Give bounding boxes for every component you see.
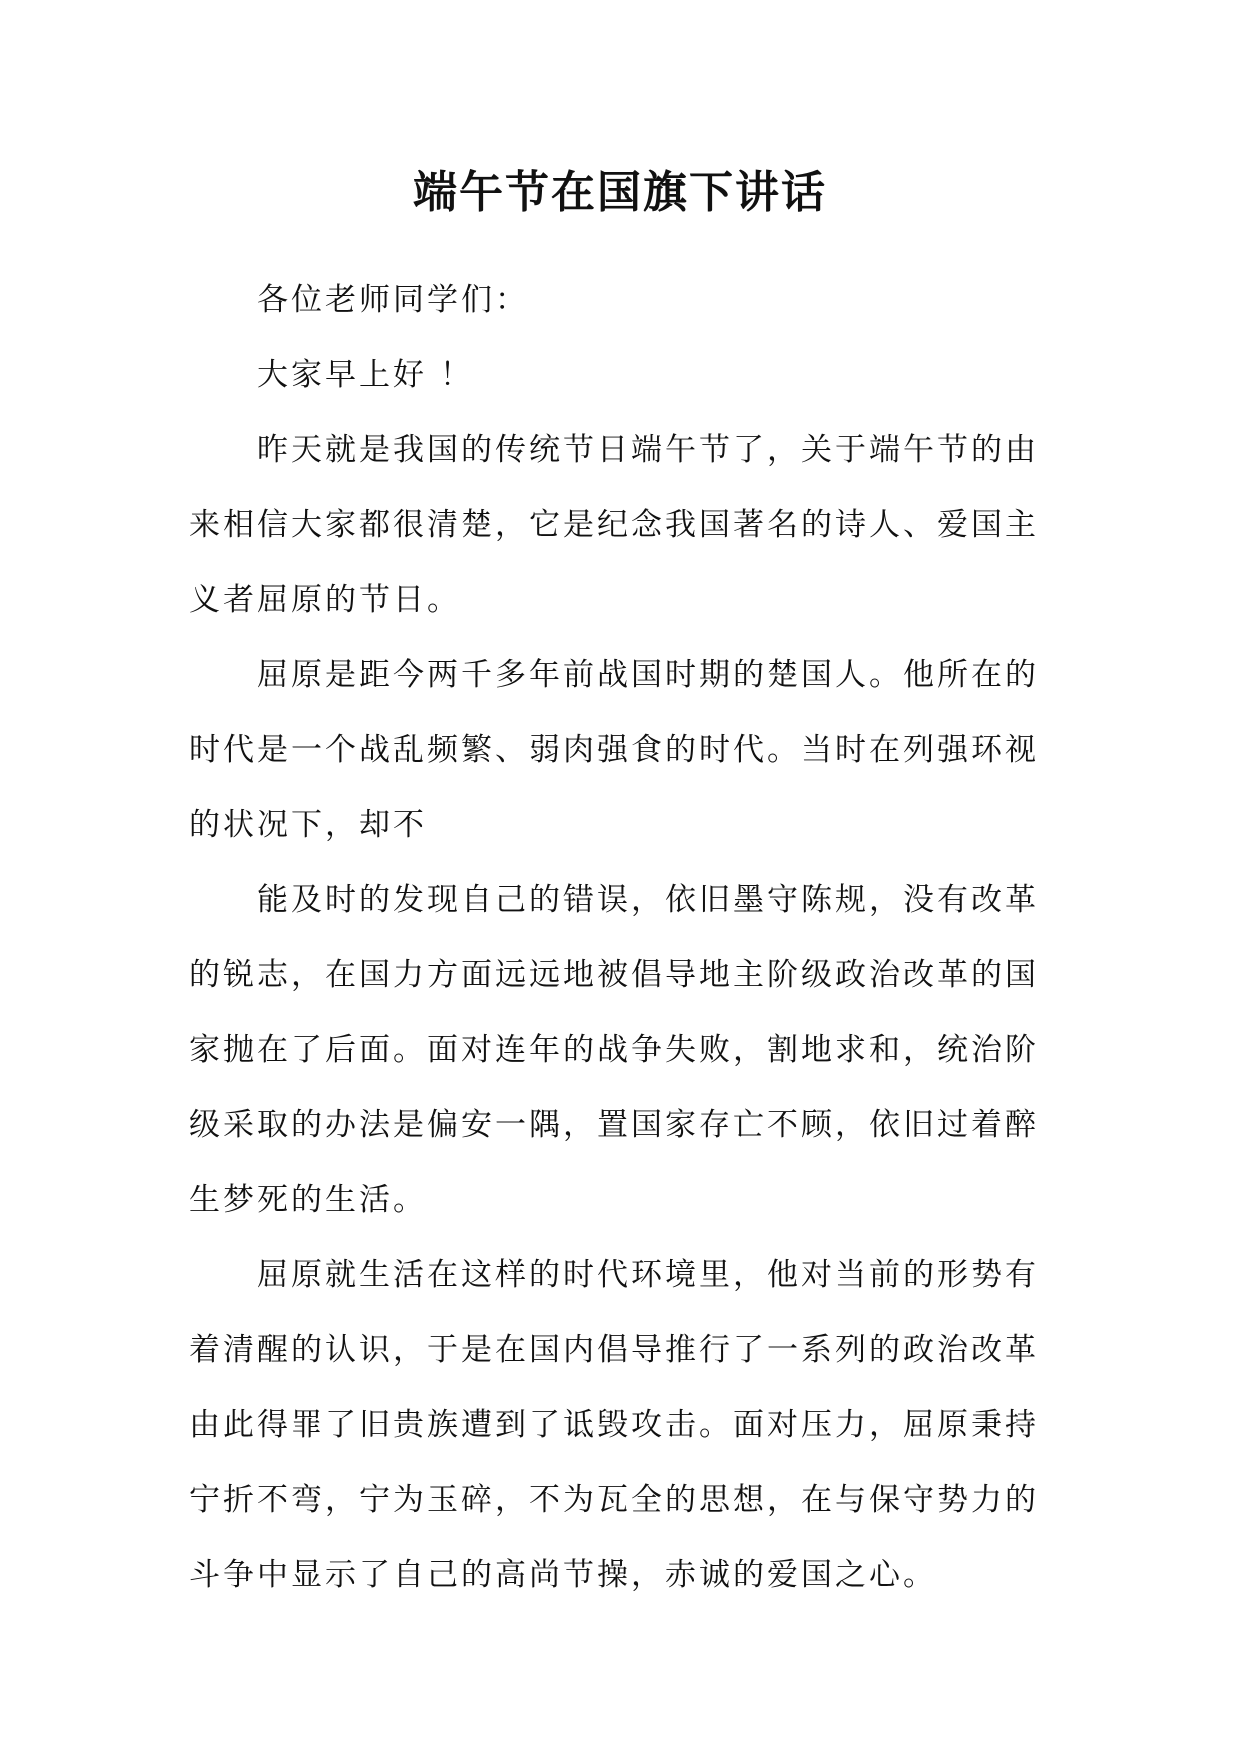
paragraph-line: 生梦死的生活。 (189, 1182, 427, 1218)
paragraph-greeting (189, 263, 1059, 338)
paragraph-line: 的锐志，在国力方面远远地被倡导地主阶级政治改革的国 (189, 957, 1039, 993)
paragraph-line: 屈原就生活在这样的时代环境里，他对当前的形势有 (257, 1257, 1039, 1293)
paragraph-line: 屈原是距今两千多年前战国时期的楚国人。他所在的 (257, 657, 1039, 693)
paragraph-line: 宁折不弯，宁为玉碎，不为瓦全的思想，在与保守势力的 (189, 1482, 1039, 1518)
paragraph-line: 时代是一个战乱频繁、弱肉强食的时代。当时在列强环视 (189, 732, 1039, 768)
paragraph-line: 斗争中显示了自己的高尚节操，赤诚的爱国之心。 (189, 1557, 937, 1593)
paragraph-line: 来相信大家都很清楚，它是纪念我国著名的诗人、爱国主 (189, 507, 1039, 543)
paragraph-good-morning (189, 338, 1059, 413)
paragraph-line: 各位老师同学们： (257, 282, 529, 318)
paragraph-festival-intro (189, 413, 1059, 638)
paragraph-line: 大家早上好 ！ (257, 357, 474, 393)
paragraph-line: 级采取的办法是偏安一隅，置国家存亡不顾，依旧过着醉 (189, 1107, 1039, 1143)
paragraph-state-decline (189, 863, 1059, 1238)
page-title: 端午节在国旗下讲话 (413, 167, 827, 218)
paragraph-line: 着清醒的认识，于是在国内倡导推行了一系列的政治改革 (189, 1332, 1039, 1368)
paragraph-qu-yuan-reform (189, 1238, 1059, 1613)
paragraph-line: 由此得罪了旧贵族遭到了诋毁攻击。面对压力，屈原秉持 (189, 1407, 1039, 1443)
paragraph-line: 义者屈原的节日。 (189, 582, 461, 618)
paragraph-qu-yuan-era (189, 638, 1059, 863)
paragraph-line: 昨天就是我国的传统节日端午节了，关于端午节的由 (257, 432, 1039, 468)
paragraph-line: 能及时的发现自己的错误，依旧墨守陈规，没有改革 (257, 882, 1039, 918)
paragraph-line: 的状况下，却不 (189, 807, 427, 843)
speech-body (189, 263, 1059, 1613)
paragraph-line: 家抛在了后面。面对连年的战争失败，割地求和，统治阶 (189, 1032, 1039, 1068)
